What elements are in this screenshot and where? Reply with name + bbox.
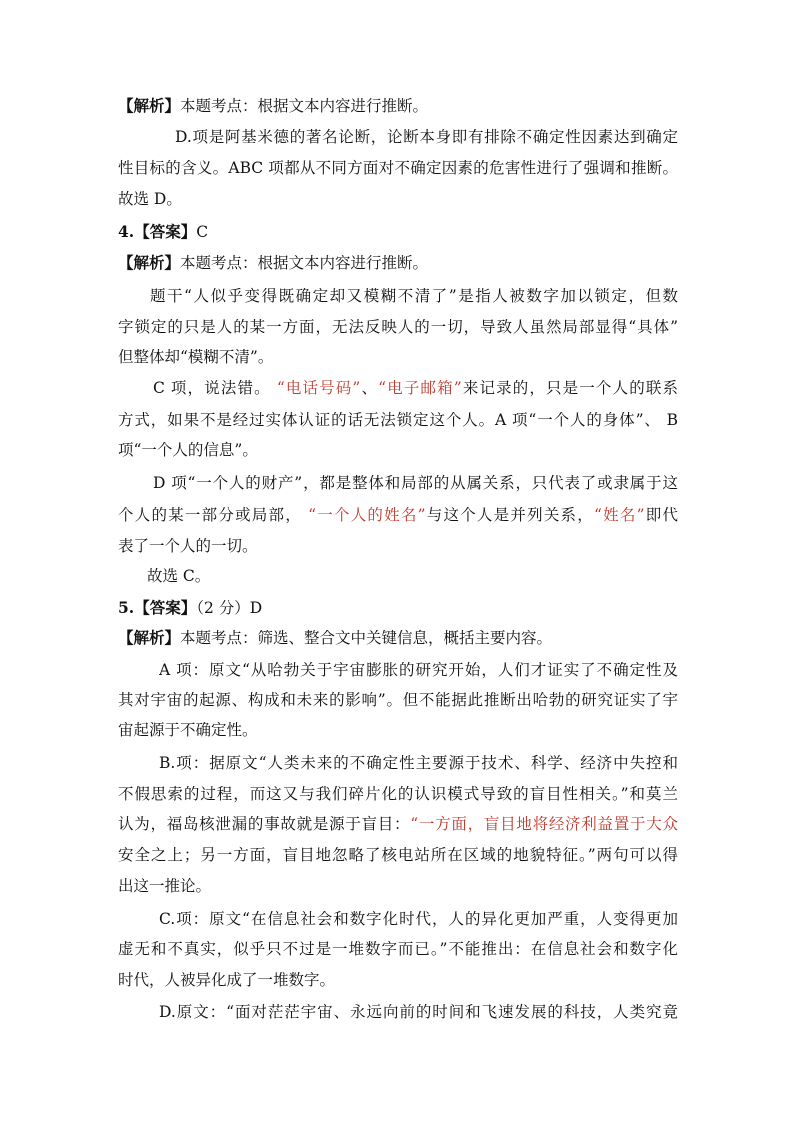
text-run: 项“一个人的信息”。	[118, 441, 258, 459]
text-run: A 项：原文“从哈勃关于宇宙膨胀的研究开始，人们才证实了不确定性及	[159, 661, 678, 679]
text-run: 本题考点：根据文本内容进行推断。	[180, 97, 429, 115]
text-line	[118, 253, 678, 273]
text-run: 即代	[644, 506, 678, 524]
text-run: 安全之上；另一方面，盲目地忽略了核电站所在区域的地貌特征。”两句可以得	[118, 846, 678, 864]
text-line	[118, 410, 678, 430]
text-run: 题干“人似乎变得既确定却又模糊不清了”是指人被数字加以锁定，但数	[150, 287, 678, 305]
text-run: 故选 C。	[147, 567, 211, 585]
text-line	[159, 1002, 678, 1022]
bold-label: 4.	[118, 222, 135, 241]
text-run: 与这个人是并列关系，	[425, 506, 594, 524]
answer-heading	[118, 598, 678, 618]
text-run: C 项，说法错。	[153, 379, 277, 397]
text-line	[118, 784, 678, 804]
text-run: 本题考点：筛选、整合文中关键信息，概括主要内容。	[180, 629, 553, 647]
highlighted-quote: “电子邮箱”	[378, 379, 462, 397]
text-line	[118, 96, 678, 116]
highlighted-quote: “姓名”	[594, 506, 645, 524]
text-run: 其对宇宙的起源、构成和未来的影响”。但不能据此推断出哈勃的研究证实了宇	[118, 691, 678, 709]
text-line	[118, 189, 678, 209]
text-line	[150, 286, 678, 306]
text-line	[147, 566, 672, 586]
text-line	[118, 347, 678, 367]
text-line	[175, 127, 678, 147]
bold-label: 【解析】	[118, 253, 181, 272]
text-run: 个人的某一部分或局部，	[118, 506, 309, 524]
text-line	[118, 690, 678, 710]
text-run: 表了一个人的一切。	[118, 537, 258, 555]
bold-label: 【解析】	[118, 96, 181, 115]
text-run: 故选 D。	[118, 190, 182, 208]
text-line	[118, 628, 678, 648]
answer-heading	[118, 222, 678, 242]
text-run: 但整体却“模糊不清”。	[118, 348, 274, 366]
highlighted-quote: “一个人的姓名”	[308, 506, 426, 524]
highlighted-quote: “电话号码”	[276, 379, 361, 397]
text-line	[159, 660, 678, 680]
text-run: 出这一推论。	[118, 877, 212, 895]
text-run: D 项“一个人的财产”，都是整体和局部的从属关系，只代表了或隶属于这	[153, 474, 678, 492]
text-run: C	[196, 223, 209, 241]
highlighted-quote: “一方面，盲目地将经济利益置于大众	[410, 815, 678, 833]
text-run: 不假思索的过程，而这又与我们碎片化的认识模式导致的盲目性相关。”和莫兰	[118, 785, 678, 803]
text-line	[159, 909, 678, 929]
text-run: B.项：据原文“人类未来的不确定性主要源于技术、科学、经济中失控和	[159, 754, 678, 772]
text-line	[118, 505, 678, 525]
bold-label: 【答案】	[134, 598, 197, 617]
bold-label: 【答案】	[134, 222, 197, 241]
text-run: 虚无和不真实，似乎只不过是一堆数字而已。”不能推出：在信息社会和数字化	[118, 940, 678, 958]
text-run: C.项：原文“在信息社会和数字化时代，人的异化更加严重，人变得更加	[159, 910, 678, 928]
text-line	[159, 753, 678, 773]
text-line	[118, 158, 678, 178]
text-run: 来记录的，只是一个人的联系	[461, 379, 678, 397]
text-line	[118, 970, 678, 990]
bold-label: 5.	[118, 598, 135, 617]
text-run: 字锁定的只是人的某一方面，无法反映人的一切，导致人虽然局部显得“具体”	[118, 318, 678, 336]
text-line	[118, 720, 678, 740]
text-run: 本题考点：根据文本内容进行推断。	[180, 254, 429, 272]
text-run: 时代，人被异化成了一堆数字。	[118, 971, 336, 989]
text-line	[118, 876, 678, 896]
bold-label: 【解析】	[118, 628, 181, 647]
text-line	[118, 845, 678, 865]
text-line	[153, 378, 678, 398]
text-line	[118, 440, 678, 460]
text-run: D.原文：“面对茫茫宇宙、永远向前的时间和飞速发展的科技，人类究竟	[159, 1003, 678, 1021]
text-run: 认为，福岛核泄漏的事故就是源于盲目：	[118, 815, 411, 833]
text-run: 宙起源于不确定性。	[118, 721, 258, 739]
text-run: 方式，如果不是经过实体认证的话无法锁定这个人。A 项“一个人的身体”、 B	[118, 411, 678, 429]
text-run: 、	[360, 379, 379, 397]
text-line	[118, 317, 678, 337]
text-line	[118, 939, 678, 959]
text-run: 性目标的含义。ABC 项都从不同方面对不确定因素的危害性进行了强调和推断。	[118, 159, 678, 177]
text-line	[118, 536, 678, 556]
text-run: （2 分）D	[196, 599, 263, 617]
text-line	[153, 473, 678, 493]
text-run: D.项是阿基米德的著名论断，论断本身即有排除不确定性因素达到确定	[175, 128, 678, 146]
text-line	[118, 814, 678, 834]
